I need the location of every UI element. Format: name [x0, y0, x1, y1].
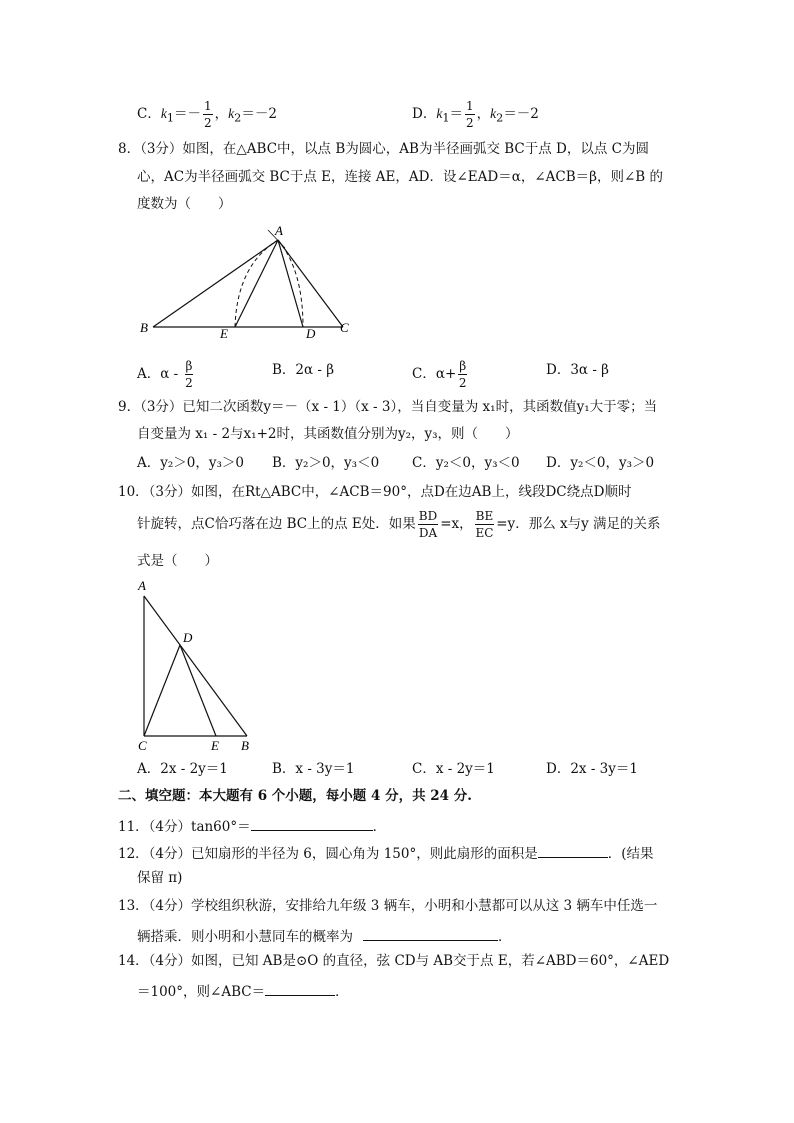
- option-label: A．: [137, 366, 161, 382]
- fraction: [465, 100, 475, 129]
- math-text: α+: [435, 366, 457, 382]
- q11-answer-blank[interactable]: [251, 818, 373, 831]
- segment-de: [180, 645, 216, 736]
- q9-option-c[interactable]: C．y₂＜0，y₃＜0: [412, 455, 520, 471]
- denominator: 2: [185, 376, 193, 390]
- q11: [118, 818, 386, 835]
- label-a: A: [275, 223, 283, 238]
- label-c: C: [340, 320, 349, 335]
- q8-figure: [135, 220, 365, 345]
- q10-line3: 式是（ ）: [137, 553, 218, 569]
- q10-option-d[interactable]: D．2x - 3y＝1: [546, 761, 638, 777]
- denominator: EC: [475, 526, 494, 540]
- q14-line1: 14．（4分）如图，已知 AB是⊙O 的直径，弦 CD与 AB交于点 E，若∠ABD＝60°，∠AED: [118, 953, 670, 969]
- q8-option-a[interactable]: [137, 360, 195, 389]
- denominator: 2: [466, 116, 474, 130]
- q11-end: ．: [372, 819, 387, 835]
- option-label: C．: [412, 366, 436, 382]
- segment-ac: [278, 240, 343, 327]
- math-text: ＝: [449, 106, 463, 122]
- subscript: 1: [442, 111, 450, 125]
- q8-option-b[interactable]: [272, 364, 334, 378]
- numerator: β: [459, 359, 467, 373]
- option-label: B．: [272, 362, 296, 378]
- q7-option-c[interactable]: [137, 100, 277, 129]
- segment-dc: [144, 645, 180, 736]
- label-d: D: [183, 630, 193, 645]
- section-title: [118, 790, 472, 804]
- segment-ab: [153, 240, 278, 327]
- q12-end: ．(结果: [607, 846, 654, 862]
- segment-ad: [278, 240, 303, 327]
- q13-end: ．: [498, 929, 512, 945]
- numerator: 1: [466, 99, 474, 113]
- label-b: B: [140, 320, 148, 335]
- subscript: 1: [166, 111, 175, 125]
- q8-option-c[interactable]: [412, 360, 469, 389]
- fraction-be-ec: [475, 510, 495, 539]
- math-text: ＝－2: [503, 106, 539, 122]
- label-c: C: [138, 738, 147, 753]
- math-text: 2α - β: [295, 362, 335, 378]
- q9-line1: 9．（3分）已知二次函数y＝－（x - 1）（x - 3），当自变量为 x₁时，其函数值y₁大于零；当: [118, 399, 658, 415]
- q12-line2: 保留 π): [137, 870, 183, 886]
- label-e: E: [211, 738, 219, 753]
- q8-line1: 8．（3分）如图，在△ABC中，以点 B为圆心，AB为半径画弧交 BC于点 D，以点 C为圆: [118, 141, 649, 157]
- math-text: ，: [476, 106, 491, 122]
- q12-answer-blank[interactable]: [538, 845, 608, 858]
- fraction: [185, 360, 194, 389]
- subscript: 2: [234, 111, 242, 125]
- q8-line3: 度数为（ ）: [137, 196, 232, 212]
- denominator: DA: [418, 526, 438, 540]
- math-text: α -: [160, 366, 183, 382]
- q11-text: 11．（4分）tan60°＝: [118, 819, 251, 835]
- var-k: k: [228, 106, 235, 121]
- segment-ae: [235, 240, 278, 327]
- label-e: E: [220, 326, 228, 341]
- q14-line2: [137, 983, 349, 1000]
- option-label: D．: [546, 362, 571, 378]
- q9-option-d[interactable]: D．y₂＜0，y₃＞0: [546, 455, 655, 471]
- q13-text: 辆搭乘．则小明和小慧同车的概率为: [137, 929, 353, 945]
- text: 针旋转，点C恰巧落在边 BC上的点 E处．如果: [137, 516, 416, 532]
- numerator: BE: [475, 509, 494, 523]
- denominator: 2: [458, 376, 467, 390]
- q14-answer-blank[interactable]: [265, 983, 335, 996]
- q13-line1: 13．（4分）学校组织秋游，安排给九年级 3 辆车，小明和小慧都可以从这 3 辆车中任选一: [118, 898, 658, 914]
- fraction: [458, 360, 467, 389]
- var-k: k: [490, 106, 497, 121]
- segment-ab: [144, 596, 247, 736]
- q10-option-c[interactable]: C．x - 2y＝1: [412, 761, 495, 777]
- math-text: ，: [214, 106, 229, 122]
- q12-text: 12．（4分）已知扇形的半径为 6，圆心角为 150°，则此扇形的面积是: [118, 846, 538, 862]
- q8-line2: 心，AC为半径画弧交 BC于点 E，连接 AE，AD．设∠EAD＝α，∠ACB＝β，则∠B 的: [137, 169, 663, 185]
- math-text: 3α - β: [570, 362, 609, 378]
- q12-line1: [118, 845, 654, 862]
- numerator: 1: [204, 99, 212, 113]
- q13-line2: [137, 928, 512, 945]
- q10-figure: [132, 576, 262, 756]
- q9-line2: 自变量为 x₁ - 2与x₁+2时，其函数值分别为y₂，y₃，则（ ）: [137, 426, 519, 442]
- q9-option-a[interactable]: A．y₂＞0，y₃＞0: [137, 455, 245, 471]
- q10-option-a[interactable]: A．2x - 2y＝1: [137, 761, 228, 777]
- var-k: k: [160, 106, 167, 121]
- option-label: D．: [412, 106, 437, 122]
- math-text: ＝－: [174, 106, 202, 122]
- q13-answer-blank[interactable]: [363, 928, 498, 941]
- math-text: =y．那么 x与y 满足的关系: [496, 516, 661, 532]
- label-a: A: [138, 578, 146, 593]
- label-b: B: [241, 738, 249, 753]
- section-title-text: 二、填空题：本大题有 6 个小题，每小题 4 分，共 24 分.: [118, 788, 472, 804]
- q10-option-b[interactable]: B．x - 3y＝1: [272, 761, 355, 777]
- q7-option-d[interactable]: [412, 100, 539, 129]
- fraction-bd-da: [418, 510, 438, 539]
- option-label: C．: [137, 106, 161, 122]
- denominator: 2: [204, 116, 212, 130]
- math-text: ＝－2: [241, 106, 277, 122]
- label-d: D: [306, 326, 316, 341]
- q9-option-b[interactable]: B．y₂＞0，y₃＜0: [272, 455, 380, 471]
- subscript: 2: [496, 111, 504, 125]
- numerator: BD: [418, 509, 438, 523]
- numerator: β: [185, 359, 193, 373]
- q14-text: ＝100°，则∠ABC＝: [137, 984, 266, 1000]
- fraction: [203, 100, 213, 129]
- q10-line1: 10．（3分）如图，在Rt△ABC中，∠ACB＝90°，点D在边AB上，线段DC绕点D顺时: [118, 484, 632, 500]
- q10-line2: [137, 510, 661, 539]
- var-k: k: [436, 106, 443, 121]
- q8-option-d[interactable]: [546, 364, 609, 378]
- q14-end: ．: [335, 984, 349, 1000]
- math-text: =x，: [440, 516, 473, 532]
